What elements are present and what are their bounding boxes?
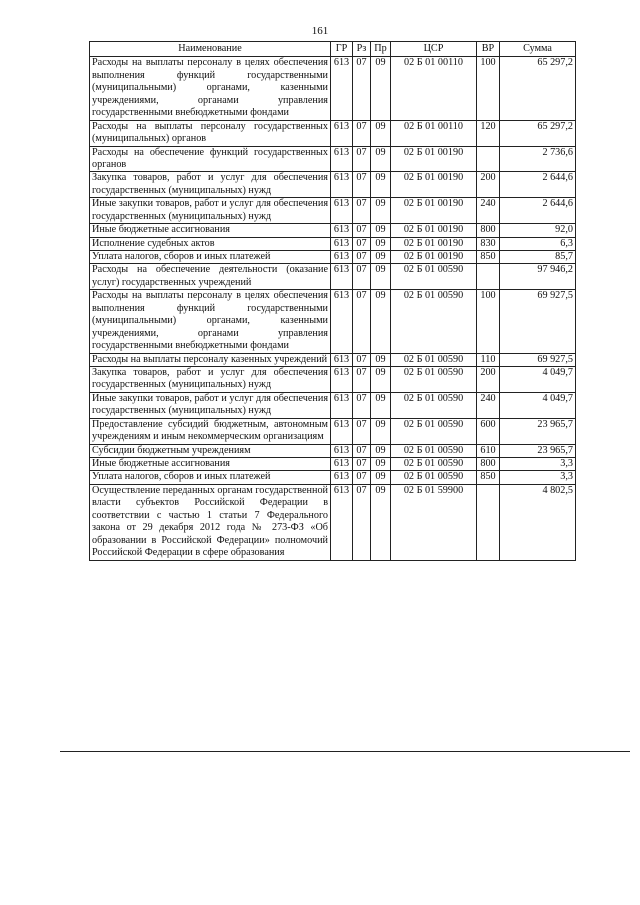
table-row [90,251,576,264]
row-sum: 92,0 [500,224,576,237]
row-vr: 110 [477,353,500,366]
row-sum: 3,3 [500,458,576,471]
row-csr: 02 Б 01 00590 [391,264,477,290]
table-row [90,392,576,418]
row-rz: 07 [353,353,371,366]
row-name: Расходы на выплаты персоналу государственных (муниципальных) органов [90,120,331,146]
row-pr: 09 [371,146,391,172]
row-csr: 02 Б 01 00590 [391,392,477,418]
row-sum: 23 965,7 [500,444,576,457]
row-pr: 09 [371,224,391,237]
row-gr: 613 [331,251,353,264]
row-pr: 09 [371,264,391,290]
row-rz: 07 [353,237,371,250]
table-row [90,172,576,198]
row-pr: 09 [371,251,391,264]
row-name: Расходы на выплаты персоналу в целях обеспечения выполнения функций государственными (муниципальными) органами, казенными учреждениями, органами управления государственными внебюджетными фондами [90,57,331,120]
row-rz: 07 [353,172,371,198]
row-rz: 07 [353,146,371,172]
row-pr: 09 [371,172,391,198]
row-vr [477,264,500,290]
row-vr: 120 [477,120,500,146]
row-pr: 09 [371,237,391,250]
row-gr: 613 [331,146,353,172]
row-pr: 09 [371,392,391,418]
table-row [90,57,576,120]
row-rz: 07 [353,251,371,264]
row-vr: 240 [477,392,500,418]
row-vr: 850 [477,251,500,264]
row-gr: 613 [331,366,353,392]
row-name: Расходы на выплаты персоналу в целях обеспечения выполнения функций государственными (муниципальными) органами, казенными учреждениями, органами управления государственными внебюджетными фондами [90,290,331,353]
table-header-row [90,42,576,57]
row-name: Расходы на обеспечение деятельности (оказание услуг) государственных учреждений [90,264,331,290]
row-sum: 6,3 [500,237,576,250]
row-rz: 07 [353,418,371,444]
row-gr: 613 [331,392,353,418]
table-row [90,237,576,250]
row-name: Предоставление субсидий бюджетным, автономным учреждениям и иным некоммерческим организациям [90,418,331,444]
row-vr: 850 [477,471,500,484]
row-sum: 2 644,6 [500,172,576,198]
row-name: Уплата налогов, сборов и иных платежей [90,471,331,484]
table-row [90,353,576,366]
row-vr: 600 [477,418,500,444]
row-name: Расходы на обеспечение функций государственных органов [90,146,331,172]
row-gr: 613 [331,57,353,120]
table-row [90,458,576,471]
row-csr: 02 Б 01 00590 [391,444,477,457]
row-name: Иные закупки товаров, работ и услуг для обеспечения государственных (муниципальных) нужд [90,392,331,418]
header-vr: ВР [477,42,500,57]
row-vr: 830 [477,237,500,250]
row-gr: 613 [331,264,353,290]
row-pr: 09 [371,290,391,353]
table-row [90,366,576,392]
row-csr: 02 Б 01 00590 [391,418,477,444]
budget-table [89,41,576,561]
row-sum: 97 946,2 [500,264,576,290]
row-name: Расходы на выплаты персоналу казенных учреждений [90,353,331,366]
row-vr: 610 [477,444,500,457]
row-csr: 02 Б 01 00110 [391,120,477,146]
row-pr: 09 [371,418,391,444]
table-row [90,290,576,353]
row-gr: 613 [331,458,353,471]
row-csr: 02 Б 01 00190 [391,237,477,250]
page-number: 161 [311,25,329,37]
header-name: Наименование [90,42,331,57]
row-vr: 200 [477,172,500,198]
row-name: Иные бюджетные ассигнования [90,224,331,237]
row-rz: 07 [353,57,371,120]
header-sum: Сумма [500,42,576,57]
row-gr: 613 [331,484,353,560]
row-pr: 09 [371,471,391,484]
row-gr: 613 [331,172,353,198]
row-name: Осуществление переданных органам государственной власти субъектов Российской Федерации в соответствии с частью 1 статьи 7 Федерального закона от 29 декабря 2012 года № 273-ФЗ «Об образовании в Российской Федерации» полномочий Российской Федерации в сфере образования [90,484,331,560]
row-pr: 09 [371,57,391,120]
row-vr: 800 [477,458,500,471]
row-pr: 09 [371,198,391,224]
row-sum: 2 736,6 [500,146,576,172]
row-rz: 07 [353,392,371,418]
row-gr: 613 [331,237,353,250]
row-csr: 02 Б 01 00190 [391,224,477,237]
row-sum: 65 297,2 [500,57,576,120]
header-rz: Рз [353,42,371,57]
row-rz: 07 [353,458,371,471]
row-name: Закупка товаров, работ и услуг для обеспечения государственных (муниципальных) нужд [90,366,331,392]
row-vr: 800 [477,224,500,237]
table-row [90,120,576,146]
row-sum: 4 049,7 [500,392,576,418]
row-gr: 613 [331,198,353,224]
table-row [90,264,576,290]
row-csr: 02 Б 01 00110 [391,57,477,120]
row-csr: 02 Б 01 00590 [391,290,477,353]
row-sum: 2 644,6 [500,198,576,224]
table-row [90,198,576,224]
table-row [90,471,576,484]
row-name: Исполнение судебных актов [90,237,331,250]
row-rz: 07 [353,444,371,457]
row-pr: 09 [371,458,391,471]
row-csr: 02 Б 01 00590 [391,458,477,471]
table-row [90,484,576,560]
row-gr: 613 [331,224,353,237]
row-rz: 07 [353,366,371,392]
row-sum: 4 049,7 [500,366,576,392]
header-csr: ЦСР [391,42,477,57]
header-pr: Пр [371,42,391,57]
row-sum: 65 297,2 [500,120,576,146]
table-row [90,146,576,172]
row-pr: 09 [371,366,391,392]
row-gr: 613 [331,353,353,366]
row-gr: 613 [331,418,353,444]
row-pr: 09 [371,444,391,457]
row-name: Иные бюджетные ассигнования [90,458,331,471]
row-sum: 69 927,5 [500,290,576,353]
row-csr: 02 Б 01 00190 [391,146,477,172]
row-rz: 07 [353,120,371,146]
bottom-rule [60,751,630,752]
row-sum: 85,7 [500,251,576,264]
row-csr: 02 Б 01 00590 [391,353,477,366]
table-row [90,224,576,237]
table-row [90,444,576,457]
row-gr: 613 [331,444,353,457]
row-csr: 02 Б 01 00190 [391,172,477,198]
row-sum: 3,3 [500,471,576,484]
row-gr: 613 [331,471,353,484]
row-name: Уплата налогов, сборов и иных платежей [90,251,331,264]
row-vr [477,146,500,172]
row-vr: 240 [477,198,500,224]
row-rz: 07 [353,224,371,237]
row-rz: 07 [353,264,371,290]
row-vr: 200 [477,366,500,392]
row-rz: 07 [353,484,371,560]
row-rz: 07 [353,290,371,353]
row-gr: 613 [331,290,353,353]
row-rz: 07 [353,471,371,484]
row-vr [477,484,500,560]
row-csr: 02 Б 01 00190 [391,198,477,224]
row-sum: 4 802,5 [500,484,576,560]
row-csr: 02 Б 01 00190 [391,251,477,264]
row-pr: 09 [371,120,391,146]
row-rz: 07 [353,198,371,224]
row-csr: 02 Б 01 59900 [391,484,477,560]
row-vr: 100 [477,57,500,120]
row-vr: 100 [477,290,500,353]
header-gr: ГР [331,42,353,57]
row-name: Иные закупки товаров, работ и услуг для обеспечения государственных (муниципальных) нужд [90,198,331,224]
row-name: Закупка товаров, работ и услуг для обеспечения государственных (муниципальных) нужд [90,172,331,198]
row-csr: 02 Б 01 00590 [391,366,477,392]
row-csr: 02 Б 01 00590 [391,471,477,484]
table-row [90,418,576,444]
row-name: Субсидии бюджетным учреждениям [90,444,331,457]
row-sum: 69 927,5 [500,353,576,366]
row-pr: 09 [371,484,391,560]
row-sum: 23 965,7 [500,418,576,444]
row-gr: 613 [331,120,353,146]
row-pr: 09 [371,353,391,366]
